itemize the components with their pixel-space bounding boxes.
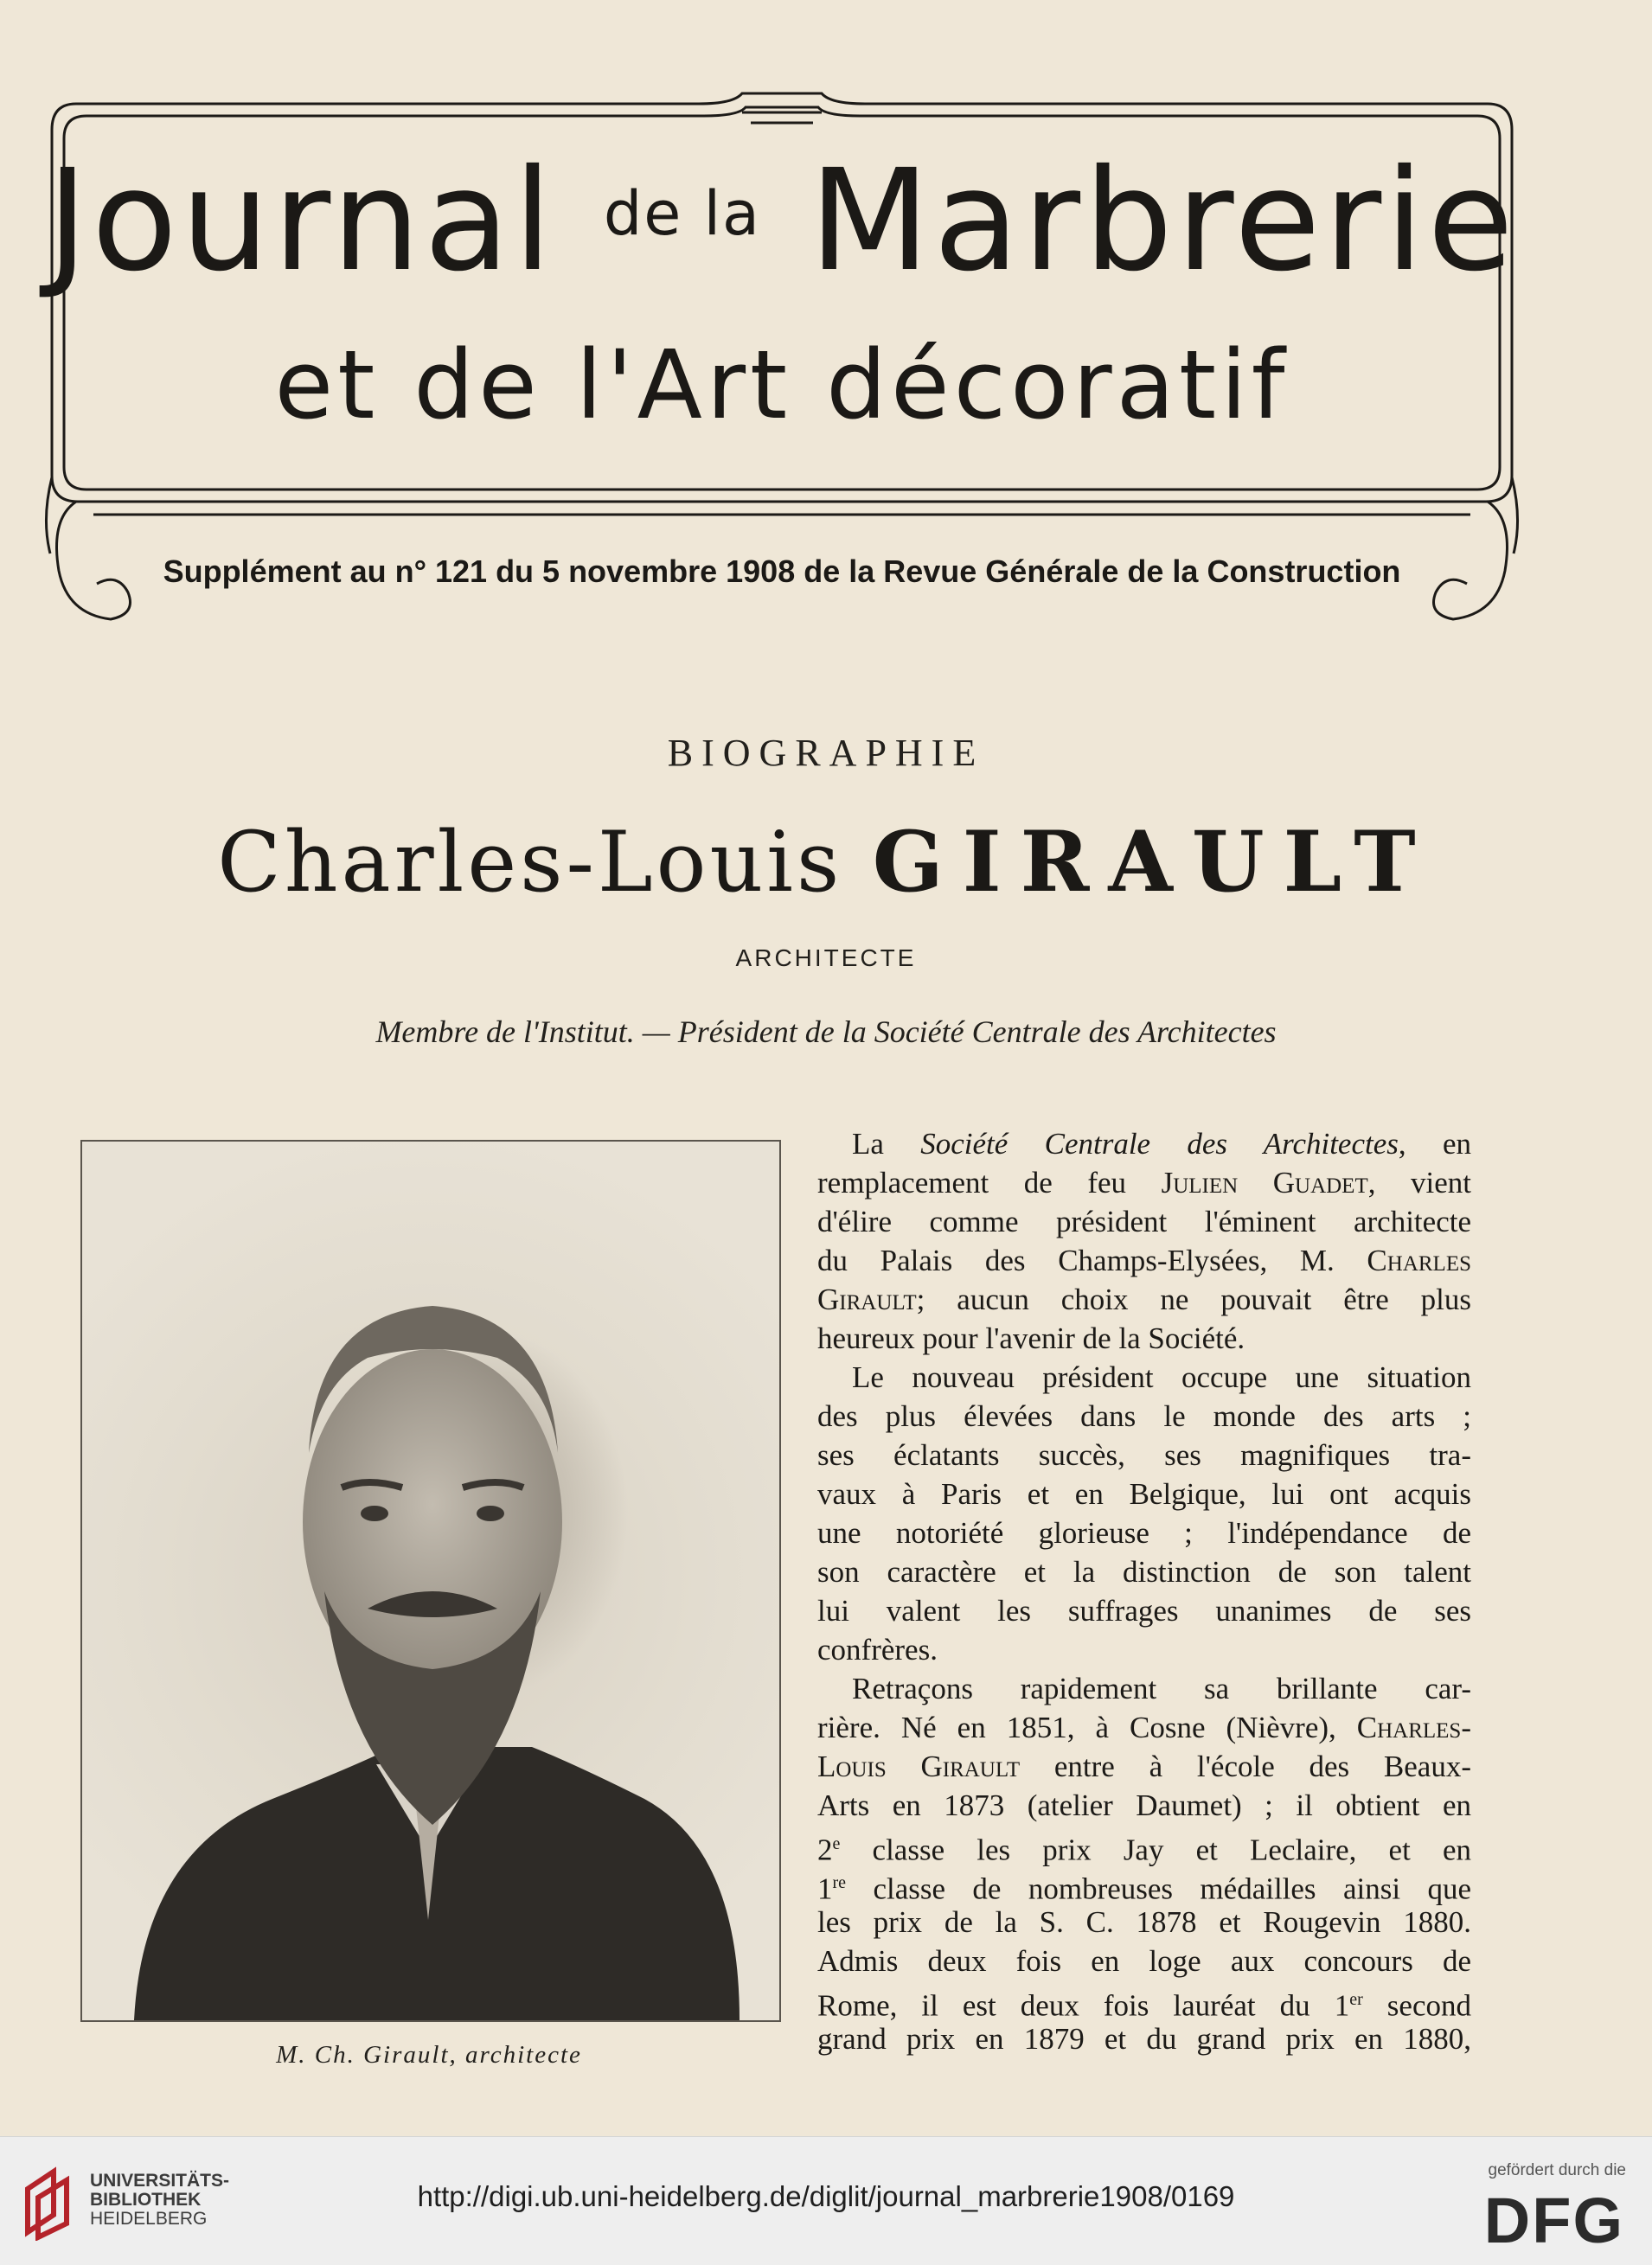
supplement-line: Supplément au n° 121 du 5 novembre 1908 de la Revue Générale de la Construction	[163, 553, 1401, 589]
article-line: 2e classe les prix Jay et Leclaire, et en	[817, 1833, 1471, 1867]
subject-first-name: Charles-Louis	[217, 814, 843, 911]
library-name-line2: BIBLIOTHEK	[90, 2190, 202, 2210]
article-line: Arts en 1873 (atelier Daumet) ; il obtient en	[817, 1788, 1471, 1822]
article-line: des plus élevées dans le monde des arts ;	[817, 1399, 1471, 1433]
article-line: La Société Centrale des Architectes, en	[852, 1127, 1471, 1161]
library-name-line1: UNIVERSITÄTS-	[90, 2171, 230, 2191]
article-line: lui valent les suffrages unanimes de ses	[817, 1594, 1471, 1628]
masthead	[42, 86, 1522, 623]
article-line: grand prix en 1879 et du grand prix en 1880,	[817, 2022, 1471, 2056]
subject-name	[0, 813, 1652, 911]
article-line: Rome, il est deux fois lauréat du 1er second	[817, 1988, 1471, 2023]
funder-label: gefördert durch die	[1488, 2161, 1626, 2179]
dfg-logo: DFG	[1483, 2185, 1624, 2256]
article-line: remplacement de feu Julien Guadet, vient	[817, 1166, 1471, 1200]
title-journal: Journal	[47, 140, 556, 303]
article-line: heureux pour l'avenir de la Société.	[817, 1321, 1245, 1355]
title-marbrerie: Marbrerie	[809, 140, 1517, 303]
portrait-caption: M. Ch. Girault, architecte	[276, 2041, 582, 2069]
library-name-line3: HEIDELBERG	[90, 2209, 208, 2229]
subject-last-name: GIRAULT	[872, 813, 1435, 911]
article-line: Louis Girault entre à l'école des Beaux-	[817, 1750, 1471, 1783]
subject-role: ARCHITECTE	[735, 944, 917, 971]
article-body	[817, 1124, 1471, 2058]
portrait-photo	[80, 1140, 781, 2022]
digitization-footer	[0, 2136, 1652, 2265]
article-line: Retraçons rapidement sa brillante car-	[852, 1672, 1471, 1705]
journal-subtitle: et de l'Art décoratif	[274, 330, 1290, 440]
article-line: vaux à Paris et en Belgique, lui ont acquis	[817, 1477, 1471, 1511]
portrait-illustration	[82, 1142, 779, 2020]
article-line: 1re classe de nombreuses médailles ainsi que	[817, 1872, 1471, 1906]
article-line: les prix de la S. C. 1878 et Rougevin 1880.	[817, 1905, 1471, 1939]
journal-title	[42, 140, 1522, 303]
article-line: d'élire comme président l'éminent architecte	[817, 1205, 1471, 1238]
title-de-la: de la	[603, 178, 761, 249]
article-line: rière. Né en 1851, à Cosne (Nièvre), Charles-	[817, 1711, 1471, 1744]
source-url-link[interactable]: http://digi.ub.uni-heidelberg.de/diglit/journal_marbrerie1908/0169	[417, 2180, 1235, 2212]
article-line: ses éclatants succès, ses magnifiques tra-	[817, 1438, 1471, 1472]
article-line: confrères.	[817, 1633, 938, 1667]
article-line: une notoriété glorieuse ; l'indépendance de	[817, 1516, 1471, 1550]
article-line: Admis deux fois en loge aux concours de	[817, 1944, 1471, 1978]
article-line: du Palais des Champs-Elysées, M. Charles	[817, 1244, 1471, 1277]
subject-titles: Membre de l'Institut. — Président de la Société Centrale des Architectes	[375, 1014, 1277, 1049]
section-kicker: BIOGRAPHIE	[667, 732, 985, 774]
article-line: son caractère et la distinction de son talent	[817, 1555, 1471, 1589]
article-line: Girault; aucun choix ne pouvait être plus	[817, 1283, 1471, 1316]
article-line: Le nouveau président occupe une situation	[852, 1360, 1471, 1394]
